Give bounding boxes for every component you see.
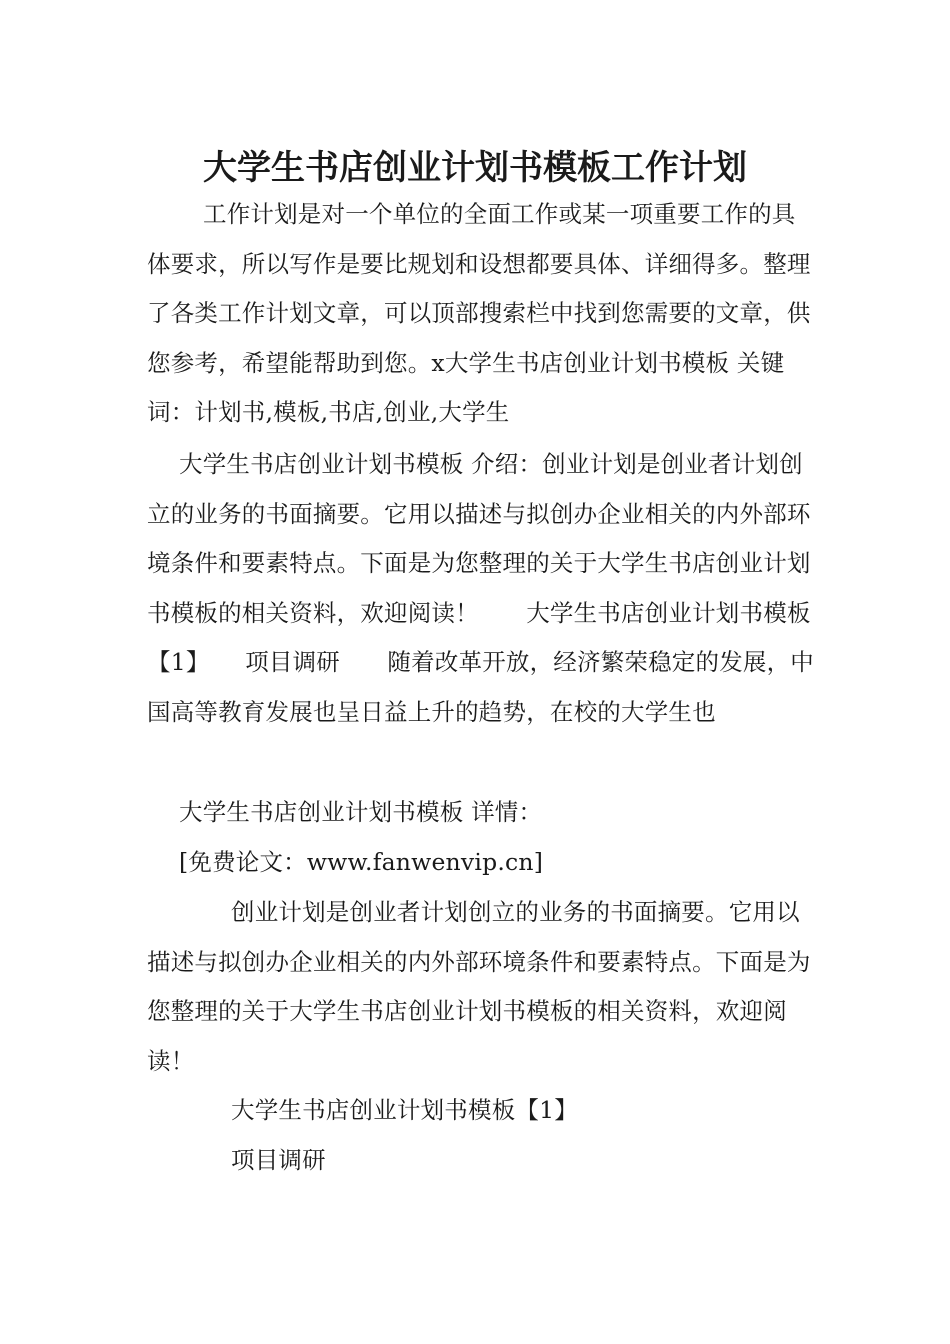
body-paragraph: 创业计划是创业者计划创立的业务的书面摘要。它用以描述与拟创办企业相关的内外部环境条件和要素特点。下面是为您整理的关于大学生书店创业计划书模板的相关资料，欢迎阅读！	[147, 898, 811, 1075]
document-title: 大学生书店创业计划书模板工作计划	[203, 147, 747, 188]
source-note: [免费论文：www.fanwenvip.cn]	[179, 848, 544, 876]
intro-paragraph: 工作计划是对一个单位的全面工作或某一项重要工作的具体要求，所以写作是要比规划和设想都要具体、详细得多。整理了各类工作计划文章，可以顶部搜索栏中找到您需要的文章，供您参考，希望能帮助到您。x大学生书店创业计划书模板 关键词：计划书,模板,书店,创业,大学生	[147, 200, 811, 427]
section-heading: 大学生书店创业计划书模板【1】	[231, 1096, 578, 1124]
subsection-heading: 项目调研	[231, 1146, 326, 1174]
details-heading: 大学生书店创业计划书模板 详情：	[179, 798, 543, 826]
summary-paragraph: 大学生书店创业计划书模板 介绍：创业计划是创业者计划创立的业务的书面摘要。它用以描述与拟创办企业相关的内外部环境条件和要素特点。下面是为您整理的关于大学生书店创业计划书模板的相关资料，欢迎阅读！ 大学生书店创业计划书模板【1】 项目调研 随着改革开放，经济繁荣稳定的发展，中国高等教育发展也呈日益上升的趋势，在校的大学生也	[147, 450, 815, 726]
